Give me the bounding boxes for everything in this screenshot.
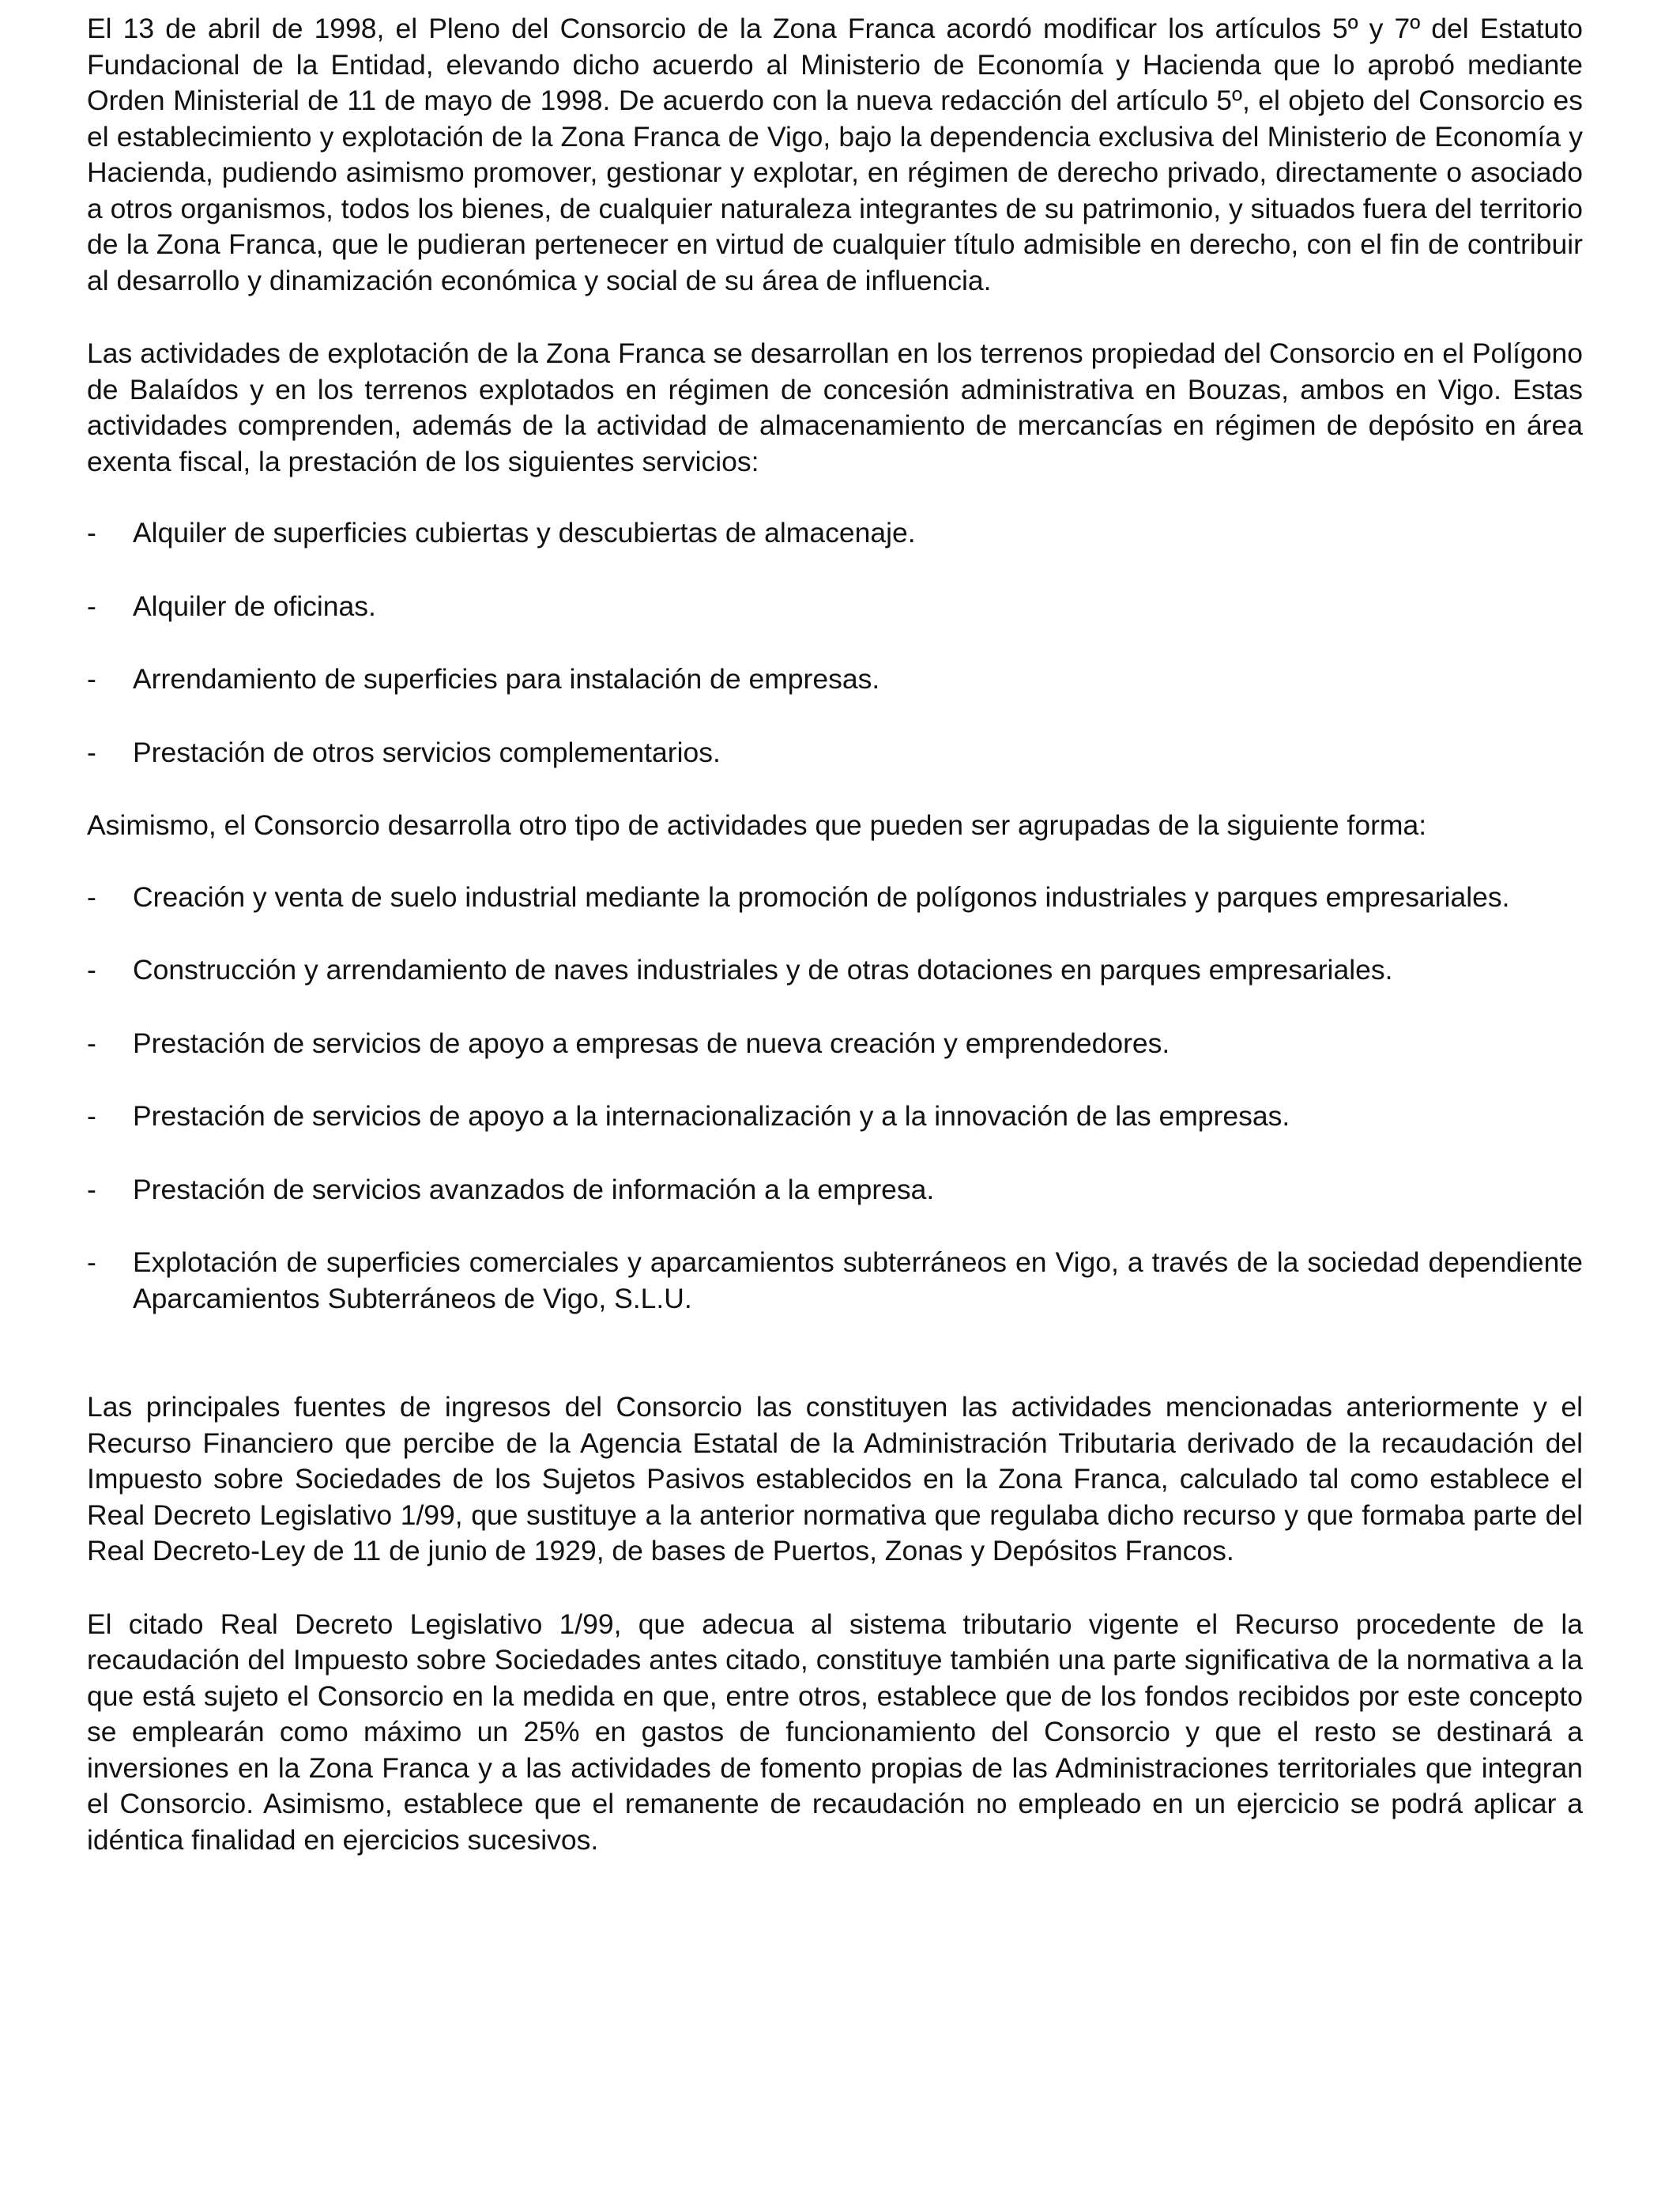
list-item-text: Prestación de servicios avanzados de información a la empresa. (133, 1173, 935, 1205)
paragraph-real-decreto: El citado Real Decreto Legislativo 1/99, que adecua al sistema tributario vigente el Recurso procedente de la recaudación del Impuesto sobre Sociedades antes citado, constituye también una parte significativa de la normativa a la que está sujeto el Consorcio en la medida en que, entre otros, establece que de los fondos recibidos por este concepto se emplearán como máximo un 25% en gastos de funcionamiento del Consorcio y que el resto se destinará a inversiones en la Zona Franca y a las actividades de fomento propias de las Administraciones territoriales que integran el Consorcio. Asimismo, establece que el remanente de recaudación no empleado en un ejercicio se podrá aplicar a idéntica finalidad en ejercicios sucesivos. (87, 1608, 1583, 1856)
paragraph-otras-actividades: Asimismo, el Consorcio desarrolla otro tipo de actividades que pueden ser agrupadas de la siguiente forma: (87, 809, 1427, 841)
paragraph-objeto-consorcio: El 13 de abril de 1998, el Pleno del Consorcio de la Zona Franca acordó modificar los artículos 5º y 7º del Estatuto Fundacional de la Entidad, elevando dicho acuerdo al Ministerio de Economía y Hacienda que lo aprobó mediante Orden Ministerial de 11 de mayo de 1998. De acuerdo con la nueva redacción del artículo 5º, el objeto del Consorcio es el establecimiento y explotación de la Zona Franca de Vigo, bajo la dependencia exclusiva del Ministerio de Economía y Hacienda, pudiendo asimismo promover, gestionar y explotar, en régimen de derecho privado, directamente o asociado a otros organismos, todos los bienes, de cualquier naturaleza integrantes de su patrimonio, y situados fuera del territorio de la Zona Franca, que le pudieran pertenecer en virtud de cualquier título admisible en derecho, con el fin de contribuir al desarrollo y dinamización económica y social de su área de influencia. (87, 13, 1583, 296)
list-item-text: Alquiler de superficies cubiertas y descubiertas de almacenaje. (133, 517, 916, 548)
paragraph-fuentes-ingresos: Las principales fuentes de ingresos del Consorcio las constituyen las actividades mencionadas anteriormente y el Recurso Financiero que percibe de la Agencia Estatal de la Administración Tributaria derivado de la recaudación del Impuesto sobre Sociedades de los Sujetos Pasivos establecidos en la Zona Franca, calculado tal como establece el Real Decreto Legislativo 1/99, que sustituye a la anterior normativa que regulaba dicho recurso y que formaba parte del Real Decreto-Ley de 11 de junio de 1929, de bases de Puertos, Zonas y Depósitos Francos. (87, 1391, 1583, 1566)
paragraph-actividades-explotacion: Las actividades de explotación de la Zona Franca se desarrollan en los terrenos propiedad del Consorcio en el Polígono de Balaídos y en los terrenos explotados en régimen de concesión administrativa en Bouzas, ambos en Vigo. Estas actividades comprenden, además de la actividad de almacenamiento de mercancías en régimen de depósito en área exenta fiscal, la prestación de los siguientes servicios: (87, 337, 1583, 477)
list-item-text: Prestación de servicios de apoyo a empresas de nueva creación y emprendedores. (133, 1027, 1170, 1059)
list-item-text: Explotación de superficies comerciales y aparcamientos subterráneos en Vigo, a través de la sociedad dependiente Aparcamientos Subterráneos de Vigo, S.L.U. (133, 1246, 1583, 1314)
dash-marker: - (87, 1100, 96, 1132)
list-item (87, 515, 1583, 552)
document-page (87, 11, 1583, 1858)
list-servicios (87, 515, 1583, 771)
list-item (87, 880, 1583, 916)
list-item-text: Prestación de otros servicios complementarios. (133, 736, 721, 768)
dash-marker: - (87, 1246, 96, 1278)
list-item (87, 1172, 1583, 1208)
dash-marker: - (87, 1027, 96, 1059)
list-item-text: Prestación de servicios de apoyo a la internacionalización y a la innovación de las empresas. (133, 1100, 1290, 1132)
list-otras-actividades (87, 880, 1583, 1318)
dash-marker: - (87, 663, 96, 695)
list-item (87, 735, 1583, 771)
list-item (87, 1026, 1583, 1062)
list-item-text: Construcción y arrendamiento de naves industriales y de otras dotaciones en parques empresariales. (133, 954, 1393, 986)
list-item-text: Arrendamiento de superficies para instalación de empresas. (133, 663, 880, 695)
dash-marker: - (87, 736, 96, 768)
list-item-text: Alquiler de oficinas. (133, 590, 376, 622)
list-item (87, 589, 1583, 625)
list-item (87, 1099, 1583, 1135)
list-item (87, 662, 1583, 698)
dash-marker: - (87, 880, 96, 913)
dash-marker: - (87, 954, 96, 986)
dash-marker: - (87, 517, 96, 548)
dash-marker: - (87, 590, 96, 622)
list-item (87, 1245, 1583, 1317)
list-item-text: Creación y venta de suelo industrial mediante la promoción de polígonos industriales y parques empresariales. (133, 880, 1510, 913)
list-item (87, 952, 1583, 989)
dash-marker: - (87, 1173, 96, 1205)
section-spacer (87, 1317, 1583, 1352)
